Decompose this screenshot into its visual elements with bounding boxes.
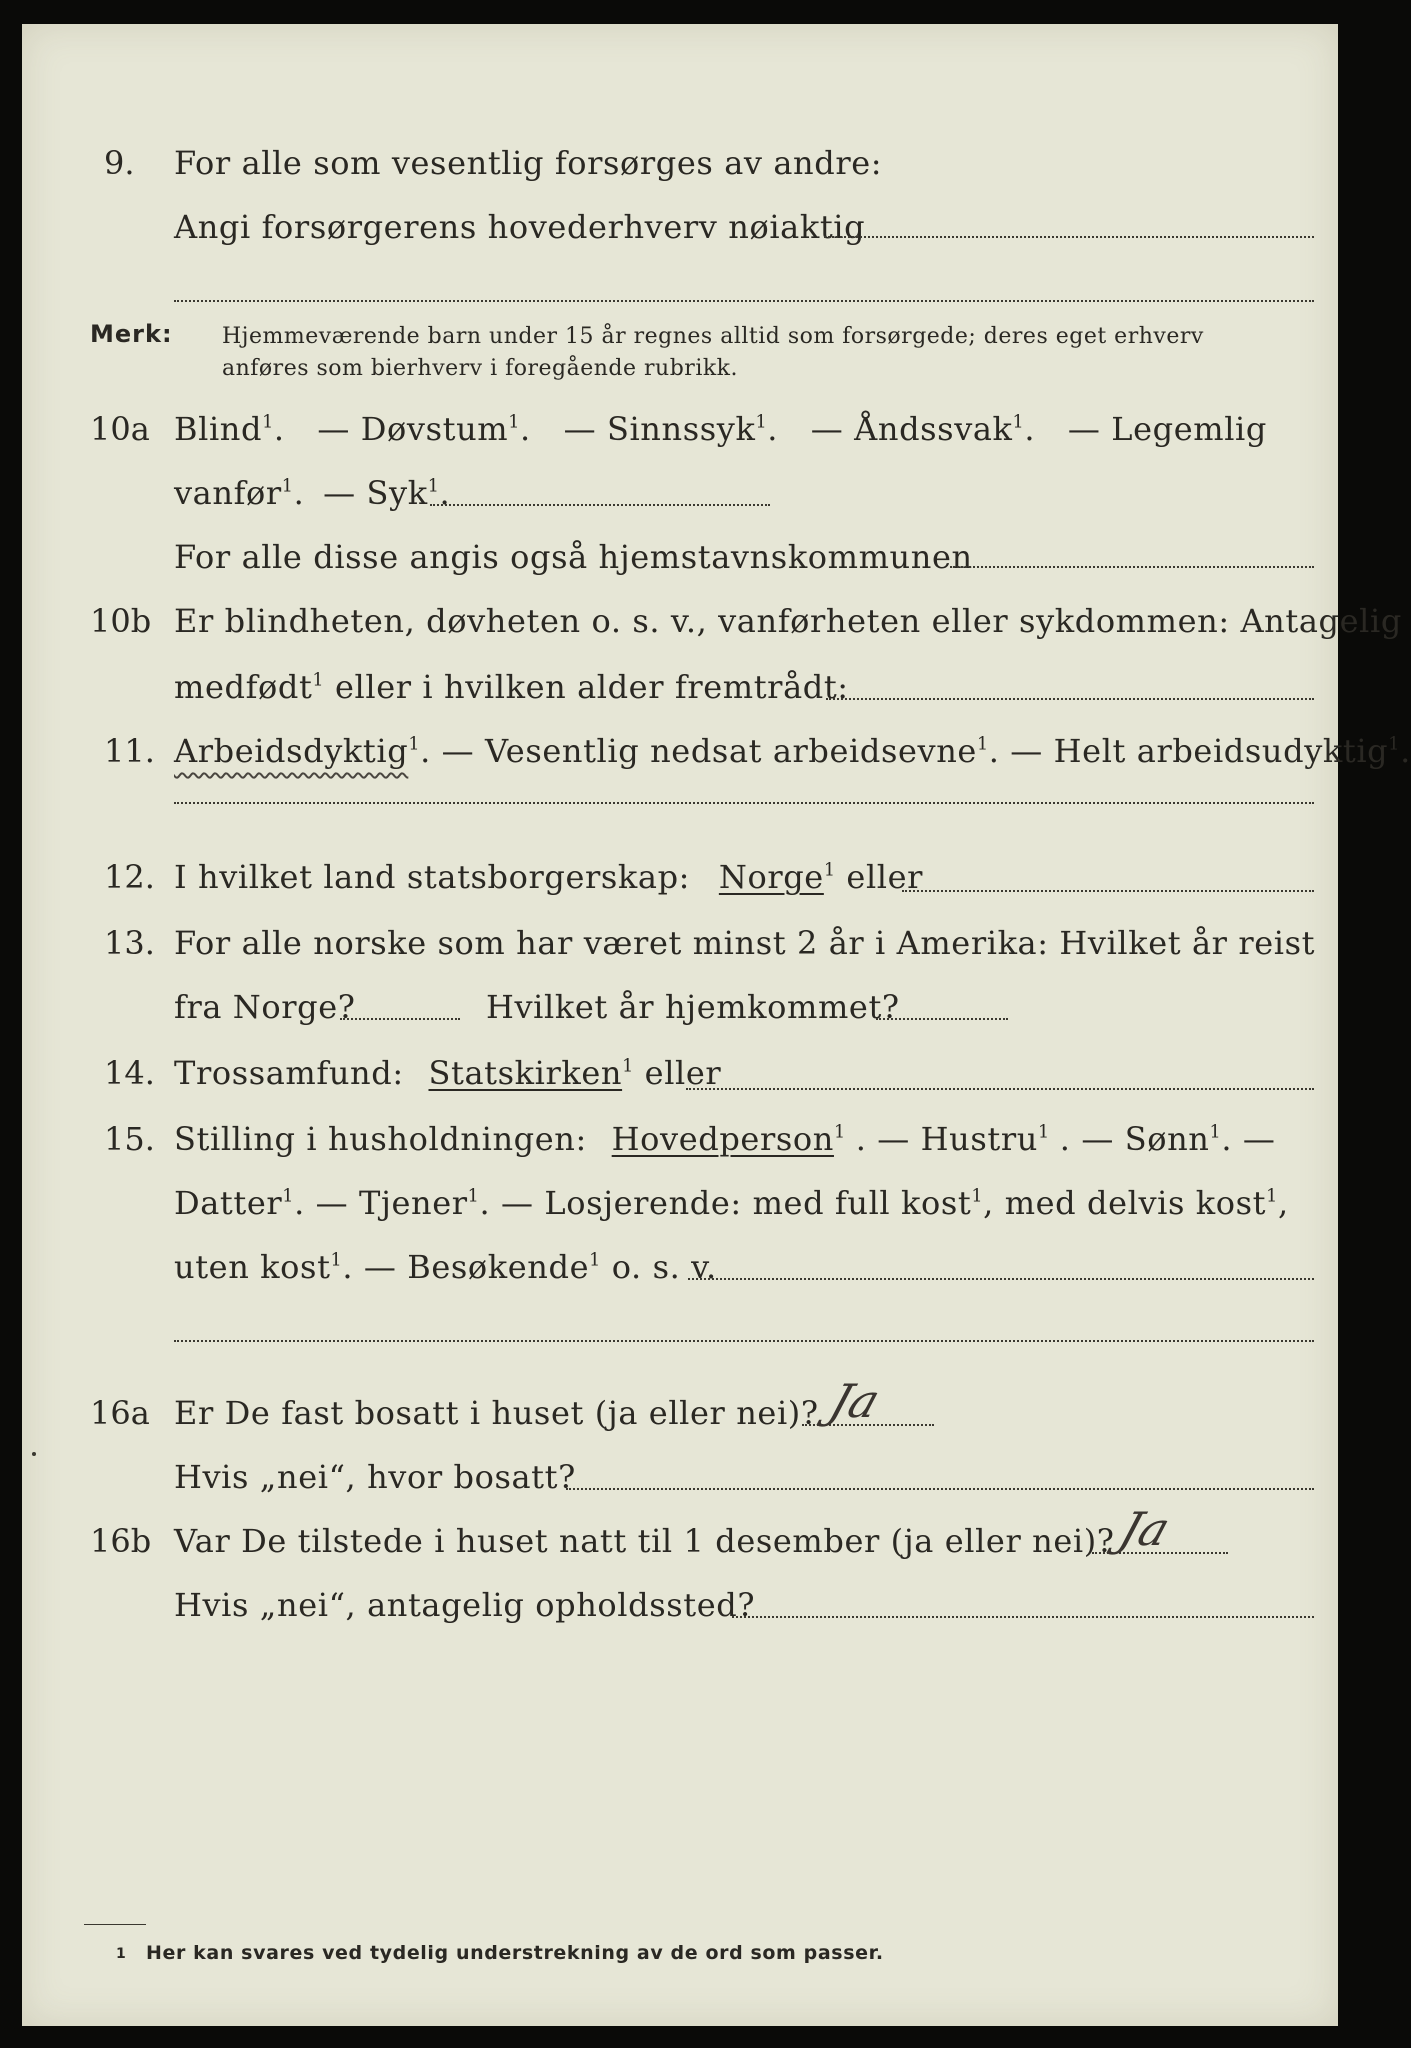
q11-arbeidsdyktig-marked[interactable]: Arbeidsdyktig: [174, 732, 409, 770]
q10a-line1: Blind$^1$. — Døvstum$^1$. — Sinnssyk$^1$. — Åndssvak$^1$. — Legemlig: [174, 410, 1267, 448]
q13-hjemkommet-field[interactable]: [876, 1018, 1008, 1020]
q12-line: I hvilket land statsborgerskap: Norge$^1$ eller: [174, 858, 924, 896]
footnote-rule: [84, 1924, 146, 1925]
q9-number: 9.: [104, 144, 135, 182]
q13-fra-norge: fra Norge?: [174, 988, 356, 1026]
q16b-handwritten-answer: Ja: [1113, 1502, 1177, 1556]
q15-line1: Stilling i husholdningen: Hovedperson$^1$ . — Hustru$^1$ . — Sønn$^1$. —: [174, 1120, 1276, 1158]
q15-number: 15.: [104, 1120, 155, 1158]
q12-answer-field[interactable]: [902, 890, 1314, 892]
q10b-answer-field[interactable]: [826, 698, 1314, 700]
q10a-line2: vanfør$^1$. — Syk$^1$.: [174, 474, 451, 512]
q11-line: Arbeidsdyktig$^1$. — Vesentlig nedsat arbeidsevne$^1$. — Helt arbeidsudyktig$^1$.: [174, 732, 1411, 770]
q9-line1: For alle som vesentlig forsørges av andre:: [174, 144, 883, 182]
q10b-line1: Er blindheten, døvheten o. s. v., vanførheten eller sykdommen: Antagelig: [174, 602, 1402, 640]
q9-answer-field-2[interactable]: [174, 300, 1314, 302]
q16b-line1: Var De tilstede i huset natt til 1 desember (ja eller nei)?: [174, 1522, 1115, 1560]
q11-answer-field[interactable]: [174, 802, 1314, 804]
footnote-text: Her kan svares ved tydelig understrekning av de ord som passer.: [146, 1942, 884, 1964]
q13-hjemkommet: Hvilket år hjemkommet?: [486, 988, 900, 1026]
q16b-number: 16b: [90, 1522, 152, 1560]
q10a-syk-field[interactable]: [430, 504, 770, 506]
merk-line2: anføres som bierhverv i foregående rubrikk.: [222, 356, 739, 381]
q14-line: Trossamfund: Statskirken$^1$ eller: [174, 1054, 722, 1092]
merk-line1: Hjemmeværende barn under 15 år regnes alltid som forsørgede; deres eget erhverv: [222, 324, 1204, 349]
q10b-line2: medfødt$^1$ eller i hvilken alder fremtrådt:: [174, 668, 849, 706]
q14-answer-field[interactable]: [686, 1088, 1314, 1090]
margin-mark: [32, 1452, 36, 1456]
q15-line2: Datter$^1$. — Tjener$^1$. — Losjerende: med full kost$^1$, med delvis kost$^1$,: [174, 1184, 1289, 1222]
q15-answer-field-2[interactable]: [174, 1340, 1314, 1342]
q10b-number: 10b: [90, 602, 152, 640]
q9-line2: Angi forsørgerens hovederhverv nøiaktig: [174, 208, 866, 246]
q10a-line3: For alle disse angis også hjemstavnskommunen: [174, 538, 973, 576]
q16a-line2: Hvis „nei“, hvor bosatt?: [174, 1458, 576, 1496]
q16b-opholdssted-field[interactable]: [732, 1616, 1314, 1618]
q11-number: 11.: [104, 732, 155, 770]
q16a-bosatt-field[interactable]: [566, 1488, 1314, 1490]
q16a-handwritten-answer: Ja: [823, 1374, 887, 1428]
q16a-number: 16a: [90, 1394, 150, 1432]
q14-statskirken-marked[interactable]: Statskirken: [428, 1054, 623, 1092]
q15-hovedperson-marked[interactable]: Hovedperson: [611, 1120, 834, 1158]
q9-answer-field[interactable]: [824, 236, 1314, 238]
q16a-line1: Er De fast bosatt i huset (ja eller nei)?: [174, 1394, 819, 1432]
q16b-line2: Hvis „nei“, antagelig opholdssted?: [174, 1586, 756, 1624]
merk-label: Merk:: [90, 320, 173, 348]
q12-norge-marked[interactable]: Norge: [718, 858, 824, 896]
q15-answer-field[interactable]: [688, 1278, 1314, 1280]
q10a-hjemstavn-field[interactable]: [950, 566, 1314, 568]
census-form-page: [22, 24, 1411, 2026]
footnote-mark: 1: [116, 1946, 127, 1962]
q13-line1: For alle norske som har været minst 2 år i Amerika: Hvilket år reist: [174, 924, 1316, 962]
q13-number: 13.: [104, 924, 155, 962]
q12-number: 12.: [104, 858, 155, 896]
q15-line3: uten kost$^1$. — Besøkende$^1$ o. s. v.: [174, 1248, 717, 1286]
q10a-number: 10a: [90, 410, 150, 448]
q14-number: 14.: [104, 1054, 155, 1092]
q13-reist-field[interactable]: [340, 1018, 460, 1020]
